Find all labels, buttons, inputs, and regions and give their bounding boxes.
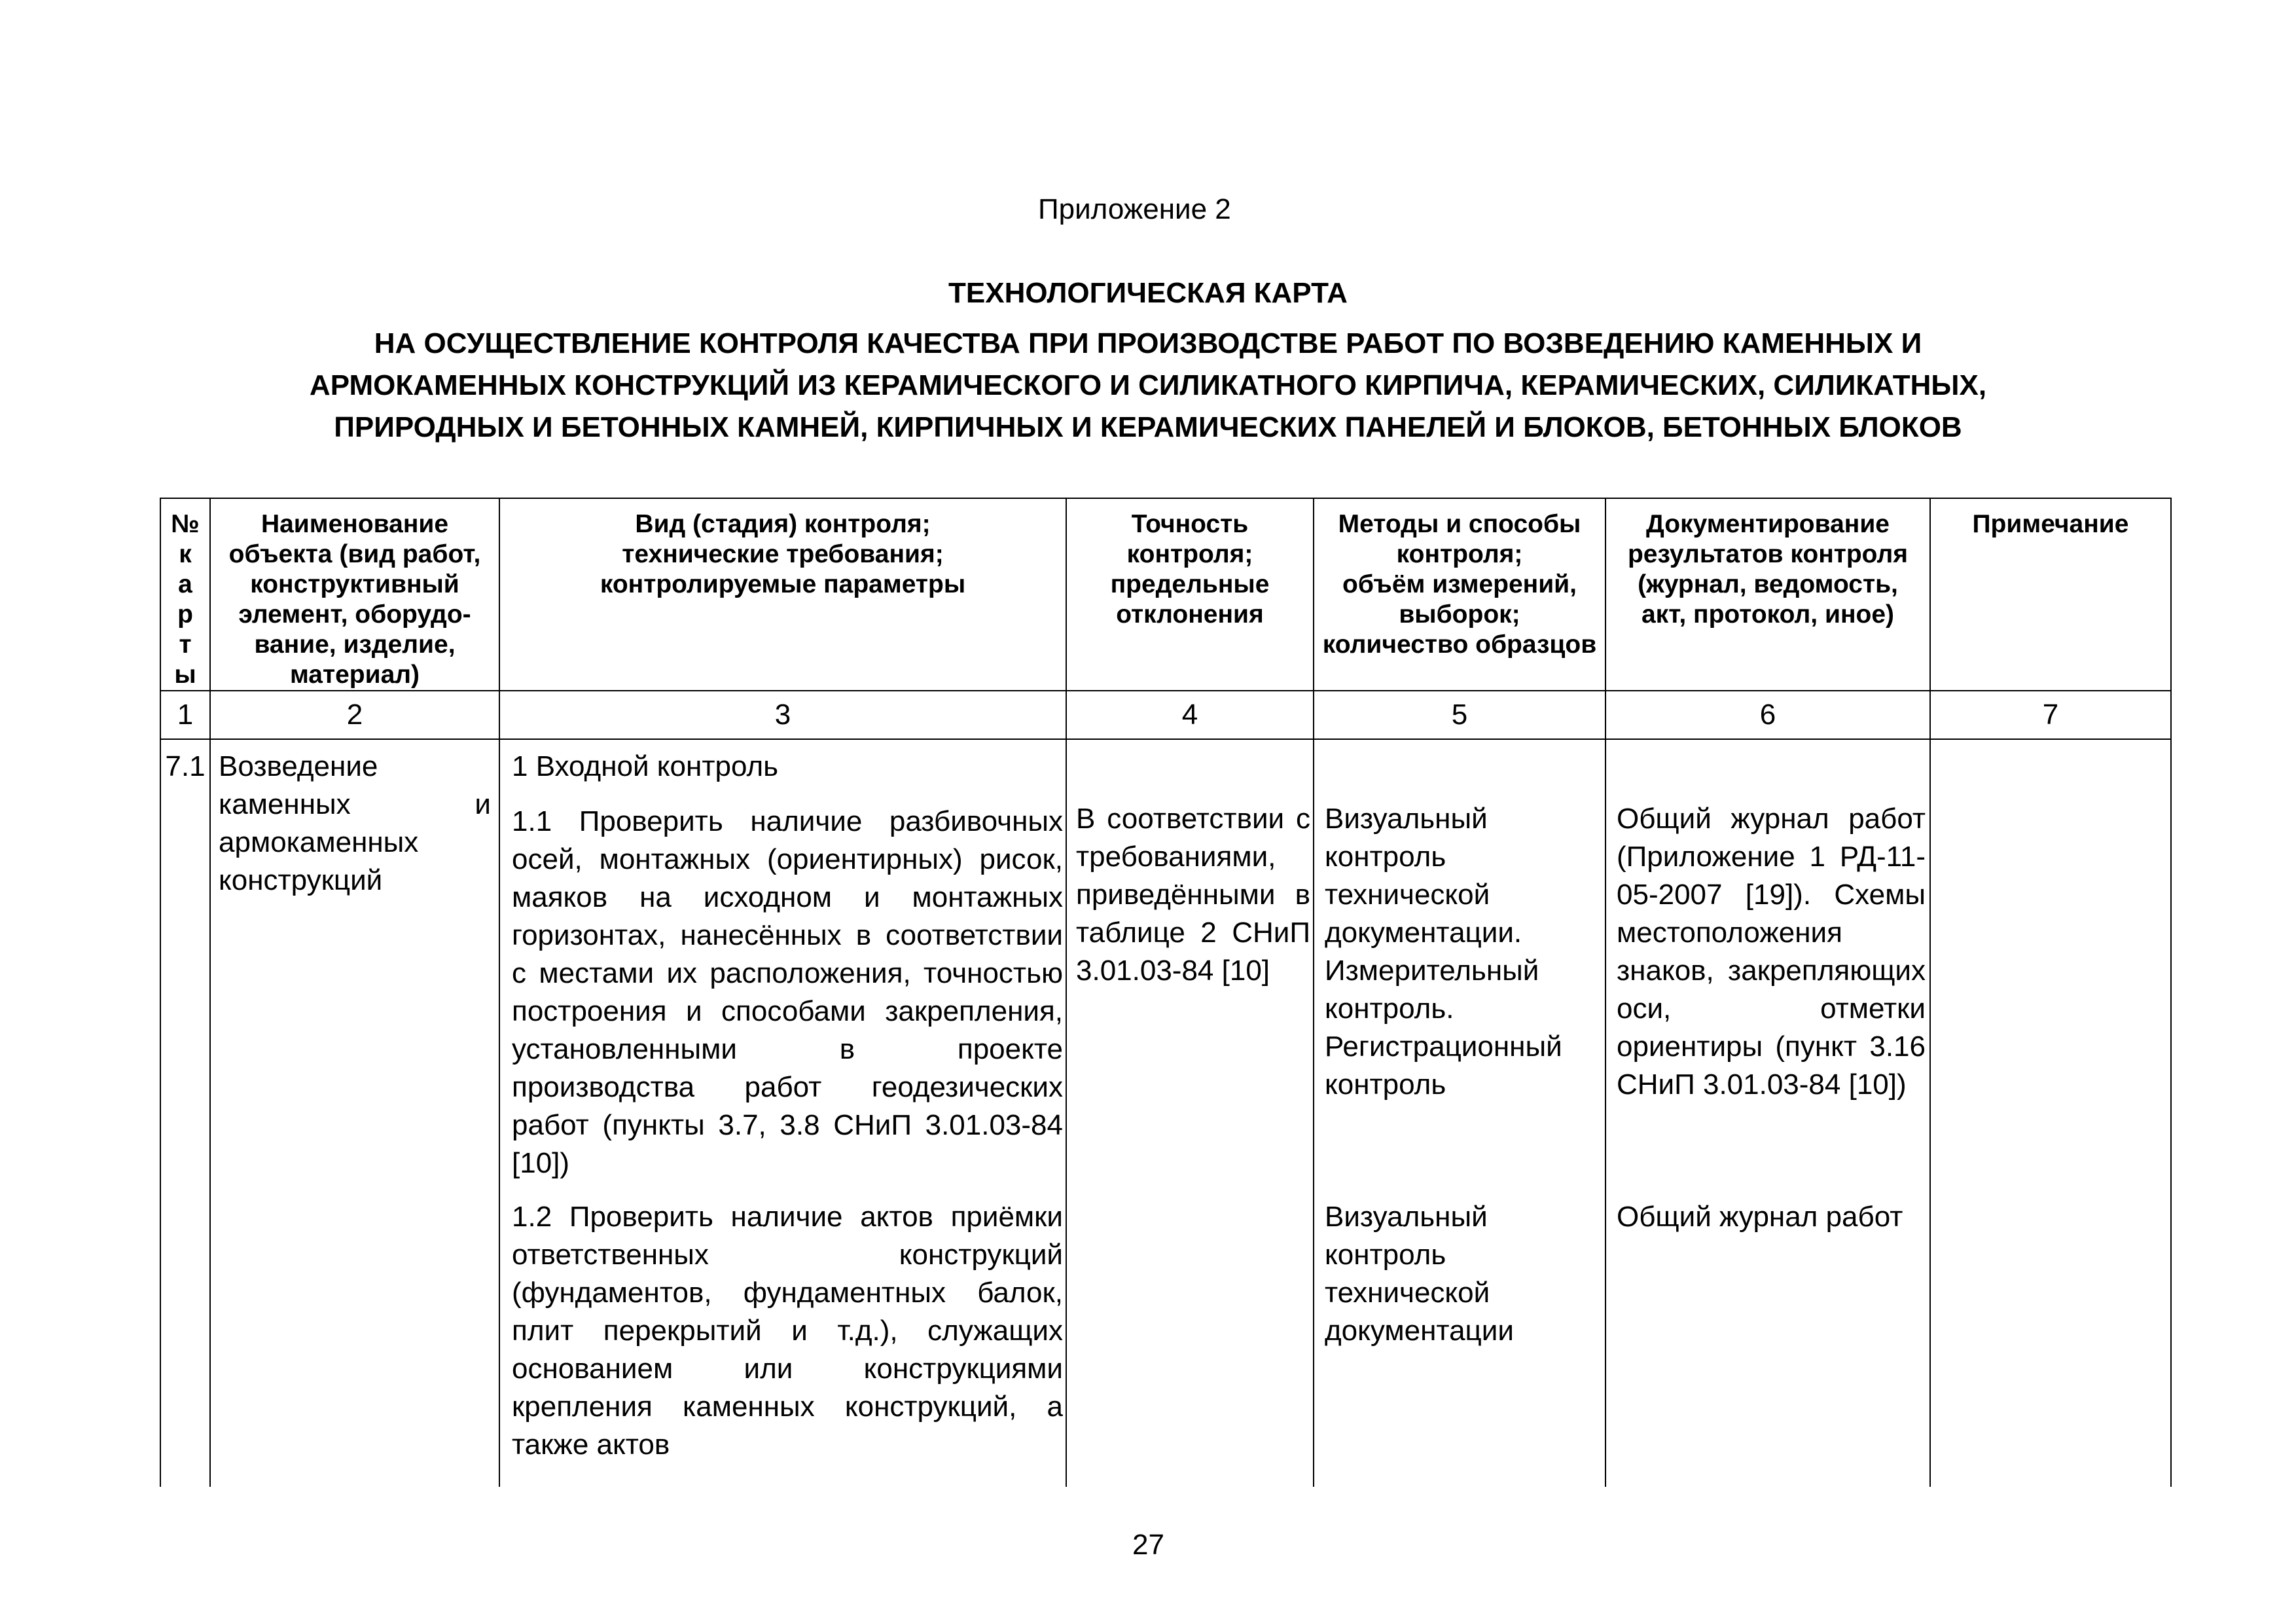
header-line: а [178,570,192,598]
header-line: Наименование [260,510,449,538]
header-line: № [171,510,200,538]
header-line: т [179,630,192,659]
cell-documentation [1605,739,1930,1487]
header-line: предельные [1110,570,1270,598]
column-number: 3 [499,691,1066,739]
header-line: контроля; [1126,540,1253,568]
header-line: к [179,540,192,568]
column-header-methods [1314,498,1605,691]
header-line: материал) [289,661,420,689]
header-line: акт, протокол, иное) [1641,600,1895,629]
methods-text: Визуальный контроль технической документации. Измерительный контроль. Регистрационный контроль [1325,803,1562,1101]
cell-accuracy [1066,739,1314,1487]
header-line: выборок; [1399,600,1520,629]
header-line: Документирование [1646,510,1890,538]
cell-control-stage [499,739,1066,1487]
header-line: отклонения [1116,600,1264,629]
header-line: (журнал, ведомость, [1638,570,1898,598]
subtitle-line: ПРИРОДНЫХ И БЕТОННЫХ КАМНЕЙ, КИРПИЧНЫХ И КЕРАМИЧЕСКИХ ПАНЕЛЕЙ И БЛОКОВ, БЕТОННЫХ БЛОКОВ [334,411,1962,443]
methods-text: Визуальный контроль технической документации [1325,1201,1514,1347]
header-line: элемент, оборудо- [238,600,471,629]
header-line: Точность [1131,510,1249,538]
document-title: ТЕХНОЛОГИЧЕСКАЯ КАРТА [948,277,1348,309]
object-name: Возведение каменных и армокаменных конструкций [219,750,491,896]
column-header-notes [1930,498,2171,691]
documentation-text: Общий журнал работ (Приложение 1 РД-11-05-2007 [19]). Схемы местоположения знаков, закрепляющих оси, отметки ориентиры (пункт 3.16 СНиП 3.01.03-84 [10]) [1617,803,1926,1101]
cell-card-no [160,739,210,1487]
document-subtitle [131,323,2165,448]
card-number: 7.1 [165,750,206,782]
header-line: объём измерений, [1342,570,1577,598]
column-header-card-no [160,498,210,691]
header-line: вание, изделие, [254,630,456,659]
header-line: результатов контроля [1627,540,1909,568]
header-line: количество образцов [1322,630,1597,659]
header-line: конструктивный [250,570,459,598]
subtitle-line: НА ОСУЩЕСТВЛЕНИЕ КОНТРОЛЯ КАЧЕСТВА ПРИ ПРОИЗВОДСТВЕ РАБОТ ПО ВОЗВЕДЕНИЮ КАМЕННЫХ И [374,327,1922,359]
column-header-accuracy [1066,498,1314,691]
cell-notes [1930,739,2171,1487]
column-number: 5 [1314,691,1605,739]
column-header-documentation [1605,498,1930,691]
table-header-row [160,498,2171,691]
header-line: р [177,600,193,629]
column-number-row [160,691,2171,739]
header-line: объекта (вид работ, [228,540,481,568]
page-number: 27 [1132,1529,1164,1561]
column-number: 2 [210,691,499,739]
appendix-label: Приложение 2 [1038,193,1231,225]
requirement-item: 1.1 Проверить наличие разбивочных осей, монтажных (ориентирных) рисок, маяков на исходном и монтажных горизонтах, нанесённых в соответствии с местами их расположения, точностью построения и способами закрепления, установленными в проекте производства работ геодезических работ (пункты 3.7, 3.8 СНиП 3.01.03-84 [10]) [512,805,1063,1179]
column-number: 4 [1066,691,1314,739]
header-line: ы [174,661,196,689]
cell-methods [1314,739,1605,1487]
column-number: 1 [160,691,210,739]
header-line: контролируемые параметры [600,570,966,598]
cell-object-name [210,739,499,1487]
header-line: контроля; [1396,540,1523,568]
column-header-object-name [210,498,499,691]
header-line: Методы и способы [1338,510,1581,538]
stage-heading: 1 Входной контроль [512,750,779,782]
column-header-control-stage [499,498,1066,691]
subtitle-line: АРМОКАМЕННЫХ КОНСТРУКЦИЙ ИЗ КЕРАМИЧЕСКОГО И СИЛИКАТНОГО КИРПИЧА, КЕРАМИЧЕСКИХ, СИЛИКАТНЫХ, [309,369,1987,401]
header-line: технические требования; [622,540,944,568]
header-line: Вид (стадия) контроля; [635,510,931,538]
header-line: Примечание [1972,510,2129,538]
control-table [160,498,2172,1487]
table-row [160,739,2171,1487]
requirement-item: 1.2 Проверить наличие актов приёмки ответственных конструкций (фундаментов, фундаментных балок, плит перекрытий и т.д.), служащих основанием или конструкциями крепления каменных конструкций, а также актов [512,1201,1063,1461]
column-number: 6 [1605,691,1930,739]
accuracy-text: В соответствии с требованиями, приведёнными в таблице 2 СНиП 3.01.03-84 [10] [1076,803,1310,987]
documentation-text: Общий журнал работ [1617,1201,1903,1233]
column-number: 7 [1930,691,2171,739]
